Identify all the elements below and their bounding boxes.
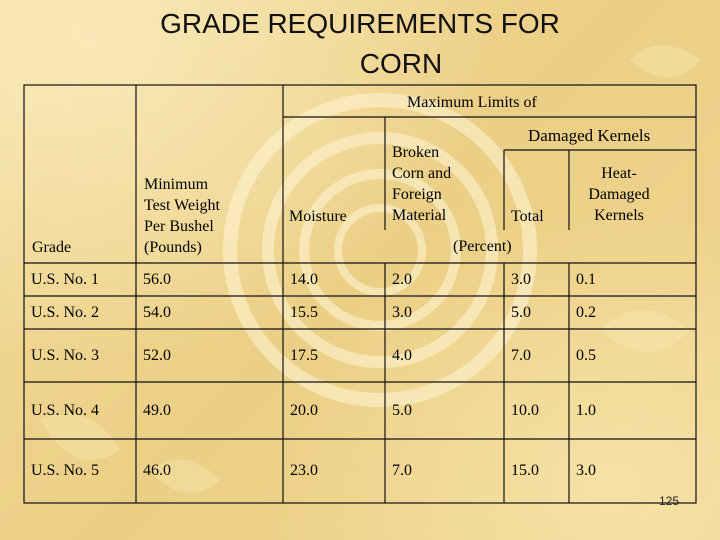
header-total: Total xyxy=(511,208,544,225)
cell-test-weight: 54.0 xyxy=(143,303,171,321)
cell-moisture: 14.0 xyxy=(290,270,318,288)
cell-total: 5.0 xyxy=(511,303,531,321)
cell-heat-damaged: 1.0 xyxy=(576,401,596,419)
cell-total: 10.0 xyxy=(511,401,539,419)
cell-grade: U.S. No. 5 xyxy=(31,462,100,479)
cell-heat-damaged: 0.5 xyxy=(576,346,596,364)
header-min-test-weight xyxy=(144,174,220,258)
header-heat-line-1: Heat- xyxy=(601,165,637,182)
header-grade: Grade xyxy=(32,239,72,256)
header-heat-line-2: Damaged xyxy=(588,186,650,203)
cell-broken-corn: 3.0 xyxy=(392,303,412,321)
header-weight-line-3: Per Bushel xyxy=(144,218,214,235)
cell-test-weight: 56.0 xyxy=(143,270,171,288)
cell-grade: U.S. No. 2 xyxy=(31,303,100,321)
header-heat-damaged xyxy=(569,163,669,226)
header-weight-line-4: (Pounds) xyxy=(144,239,202,256)
title-line-2: CORN xyxy=(359,48,443,79)
cell-heat-damaged: 0.1 xyxy=(576,270,596,288)
cell-moisture: 17.5 xyxy=(290,346,318,364)
header-broken-line-3: Foreign xyxy=(392,186,442,203)
cell-test-weight: 46.0 xyxy=(143,462,171,479)
header-broken-line-4: Material xyxy=(392,207,447,224)
header-broken-line-2: Corn and xyxy=(392,165,452,182)
header-moisture: Moisture xyxy=(289,208,347,225)
title-line-1: GRADE REQUIREMENTS FOR xyxy=(160,8,560,39)
cell-heat-damaged: 0.2 xyxy=(576,303,596,321)
cell-grade: U.S. No. 4 xyxy=(31,401,100,419)
cell-grade: U.S. No. 1 xyxy=(31,270,100,288)
page-number: 125 xyxy=(658,494,679,508)
cell-broken-corn: 4.0 xyxy=(392,346,412,364)
header-max-limits: Maximum Limits of xyxy=(407,94,537,111)
header-heat-line-3: Kernels xyxy=(594,207,644,224)
cell-heat-damaged: 3.0 xyxy=(576,462,596,479)
header-broken-corn xyxy=(392,142,451,226)
cell-broken-corn: 7.0 xyxy=(392,462,412,479)
cell-total: 7.0 xyxy=(511,346,531,364)
cell-grade: U.S. No. 3 xyxy=(31,346,100,364)
header-broken-line-1: Broken xyxy=(392,144,440,161)
cell-test-weight: 52.0 xyxy=(143,346,171,364)
cell-moisture: 15.5 xyxy=(290,303,318,321)
cell-broken-corn: 2.0 xyxy=(392,270,412,288)
cell-test-weight: 49.0 xyxy=(143,401,171,419)
cell-moisture: 20.0 xyxy=(290,401,318,419)
header-weight-line-2: Test Weight xyxy=(144,197,220,214)
cell-broken-corn: 5.0 xyxy=(392,401,412,419)
cell-total: 15.0 xyxy=(511,462,539,479)
header-damaged-kernels: Damaged Kernels xyxy=(528,126,651,145)
cell-total: 3.0 xyxy=(511,270,531,288)
header-weight-line-1: Minimum xyxy=(144,176,209,193)
header-percent: (Percent) xyxy=(453,238,512,255)
cell-moisture: 23.0 xyxy=(290,462,318,479)
